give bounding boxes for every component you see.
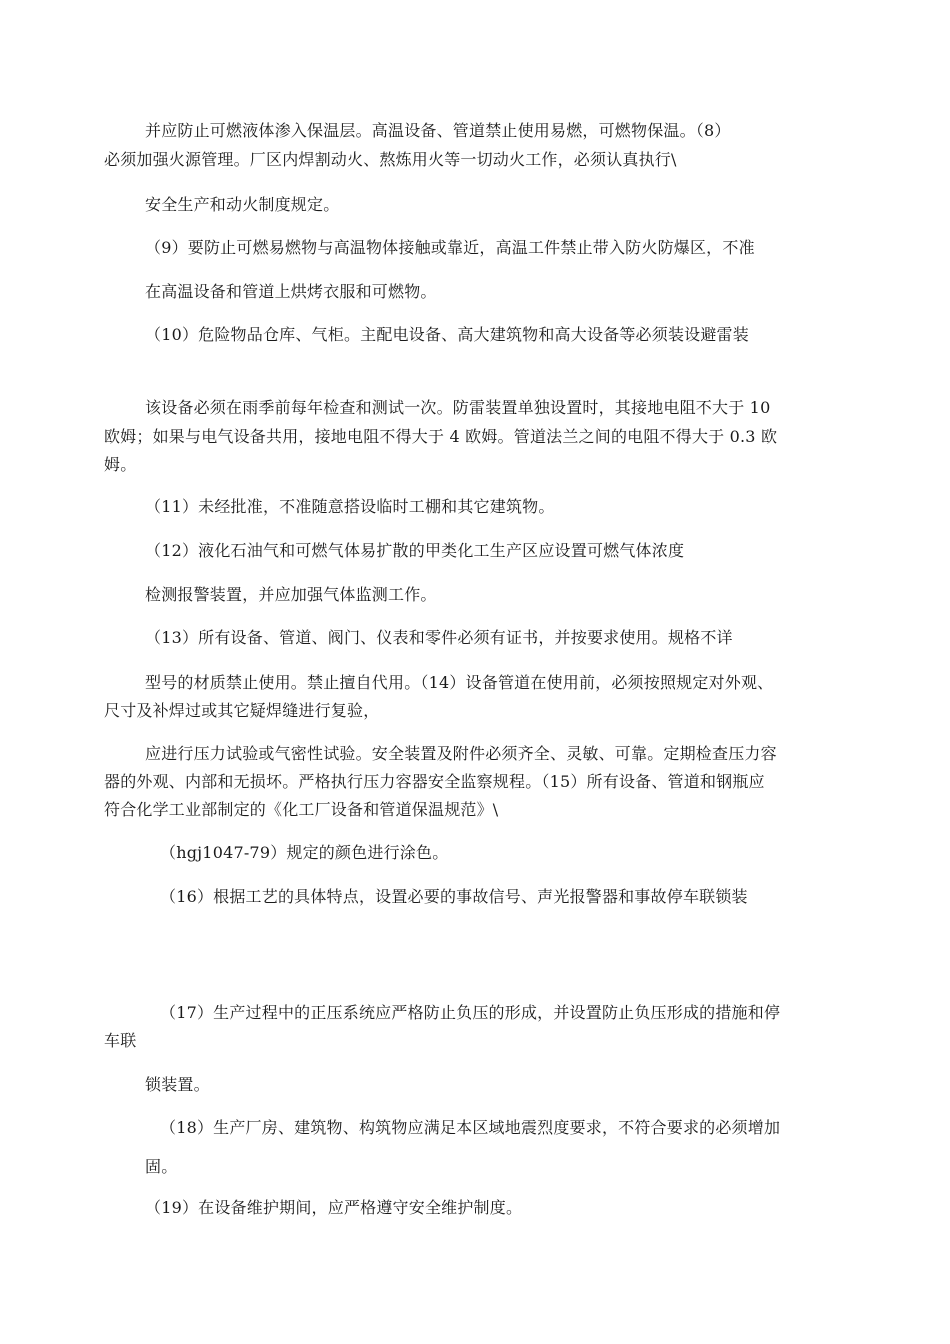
text-line: 必须加强火源管理。厂区内焊割动火、熬炼用火等一切动火工作，必须认真执行\ (104, 150, 677, 169)
text-line: 欧姆；如果与电气设备共用，接地电阻不得大于 4 欧姆。管道法兰之间的电阻不得大于 0.3 欧 (104, 427, 778, 446)
text-line: 锁装置。 (145, 1075, 210, 1094)
text-line: 尺寸及补焊过或其它疑焊缝进行复验， (104, 701, 380, 720)
text-line: 型号的材质禁止使用。禁止擅自代用。（14）设备管道在使用前，必须按照规定对外观、 (145, 673, 774, 692)
text-line: （10）危险物品仓库、气柜。主配电设备、高大建筑物和高大设备等必须装设避雷装 (145, 325, 749, 344)
text-line: 器的外观、内部和无损坏。严格执行压力容器安全监察规程。（15）所有设备、管道和钢瓶应 (104, 772, 765, 791)
text-line: 固。 (145, 1157, 178, 1176)
text-line: （11）未经批准，不准随意搭设临时工棚和其它建筑物。 (145, 497, 555, 516)
text-line: （18）生产厂房、建筑物、构筑物应满足本区域地震烈度要求，不符合要求的必须增加 (160, 1118, 781, 1137)
text-line: 符合化学工业部制定的《化工厂设备和管道保温规范》\ (104, 800, 499, 819)
text-line: 应进行压力试验或气密性试验。安全装置及附件必须齐全、灵敏、可靠。定期检查压力容 (145, 744, 777, 763)
text-line: （12）液化石油气和可燃气体易扩散的甲类化工生产区应设置可燃气体浓度 (145, 541, 685, 560)
text-line: 该设备必须在雨季前每年检查和测试一次。防雷装置单独设置时，其接地电阻不大于 10 (145, 398, 771, 417)
text-line: （hgj1047-79）规定的颜色进行涂色。 (160, 843, 449, 862)
text-line: （17）生产过程中的正压系统应严格防止负压的形成，并设置防止负压形成的措施和停 (160, 1003, 781, 1022)
text-line: 检测报警装置，并应加强气体监测工作。 (145, 585, 437, 604)
text-line: 在高温设备和管道上烘烤衣服和可燃物。 (145, 282, 437, 301)
text-line: （16）根据工艺的具体特点，设置必要的事故信号、声光报警器和事故停车联锁装 (160, 887, 748, 906)
text-line: 姆。 (104, 455, 137, 474)
text-line: （19）在设备维护期间，应严格遵守安全维护制度。 (145, 1198, 523, 1217)
text-line: 车联 (104, 1031, 137, 1050)
text-line: （9）要防止可燃易燃物与高温物体接触或靠近，高温工件禁止带入防火防爆区，不准 (145, 238, 755, 257)
text-line: （13）所有设备、管道、阀门、仪表和零件必须有证书，并按要求使用。规格不详 (145, 628, 733, 647)
text-line: 安全生产和动火制度规定。 (145, 195, 340, 214)
text-line: 并应防止可燃液体渗入保温层。高温设备、管道禁止使用易燃，可燃物保温。（8） (145, 121, 731, 140)
